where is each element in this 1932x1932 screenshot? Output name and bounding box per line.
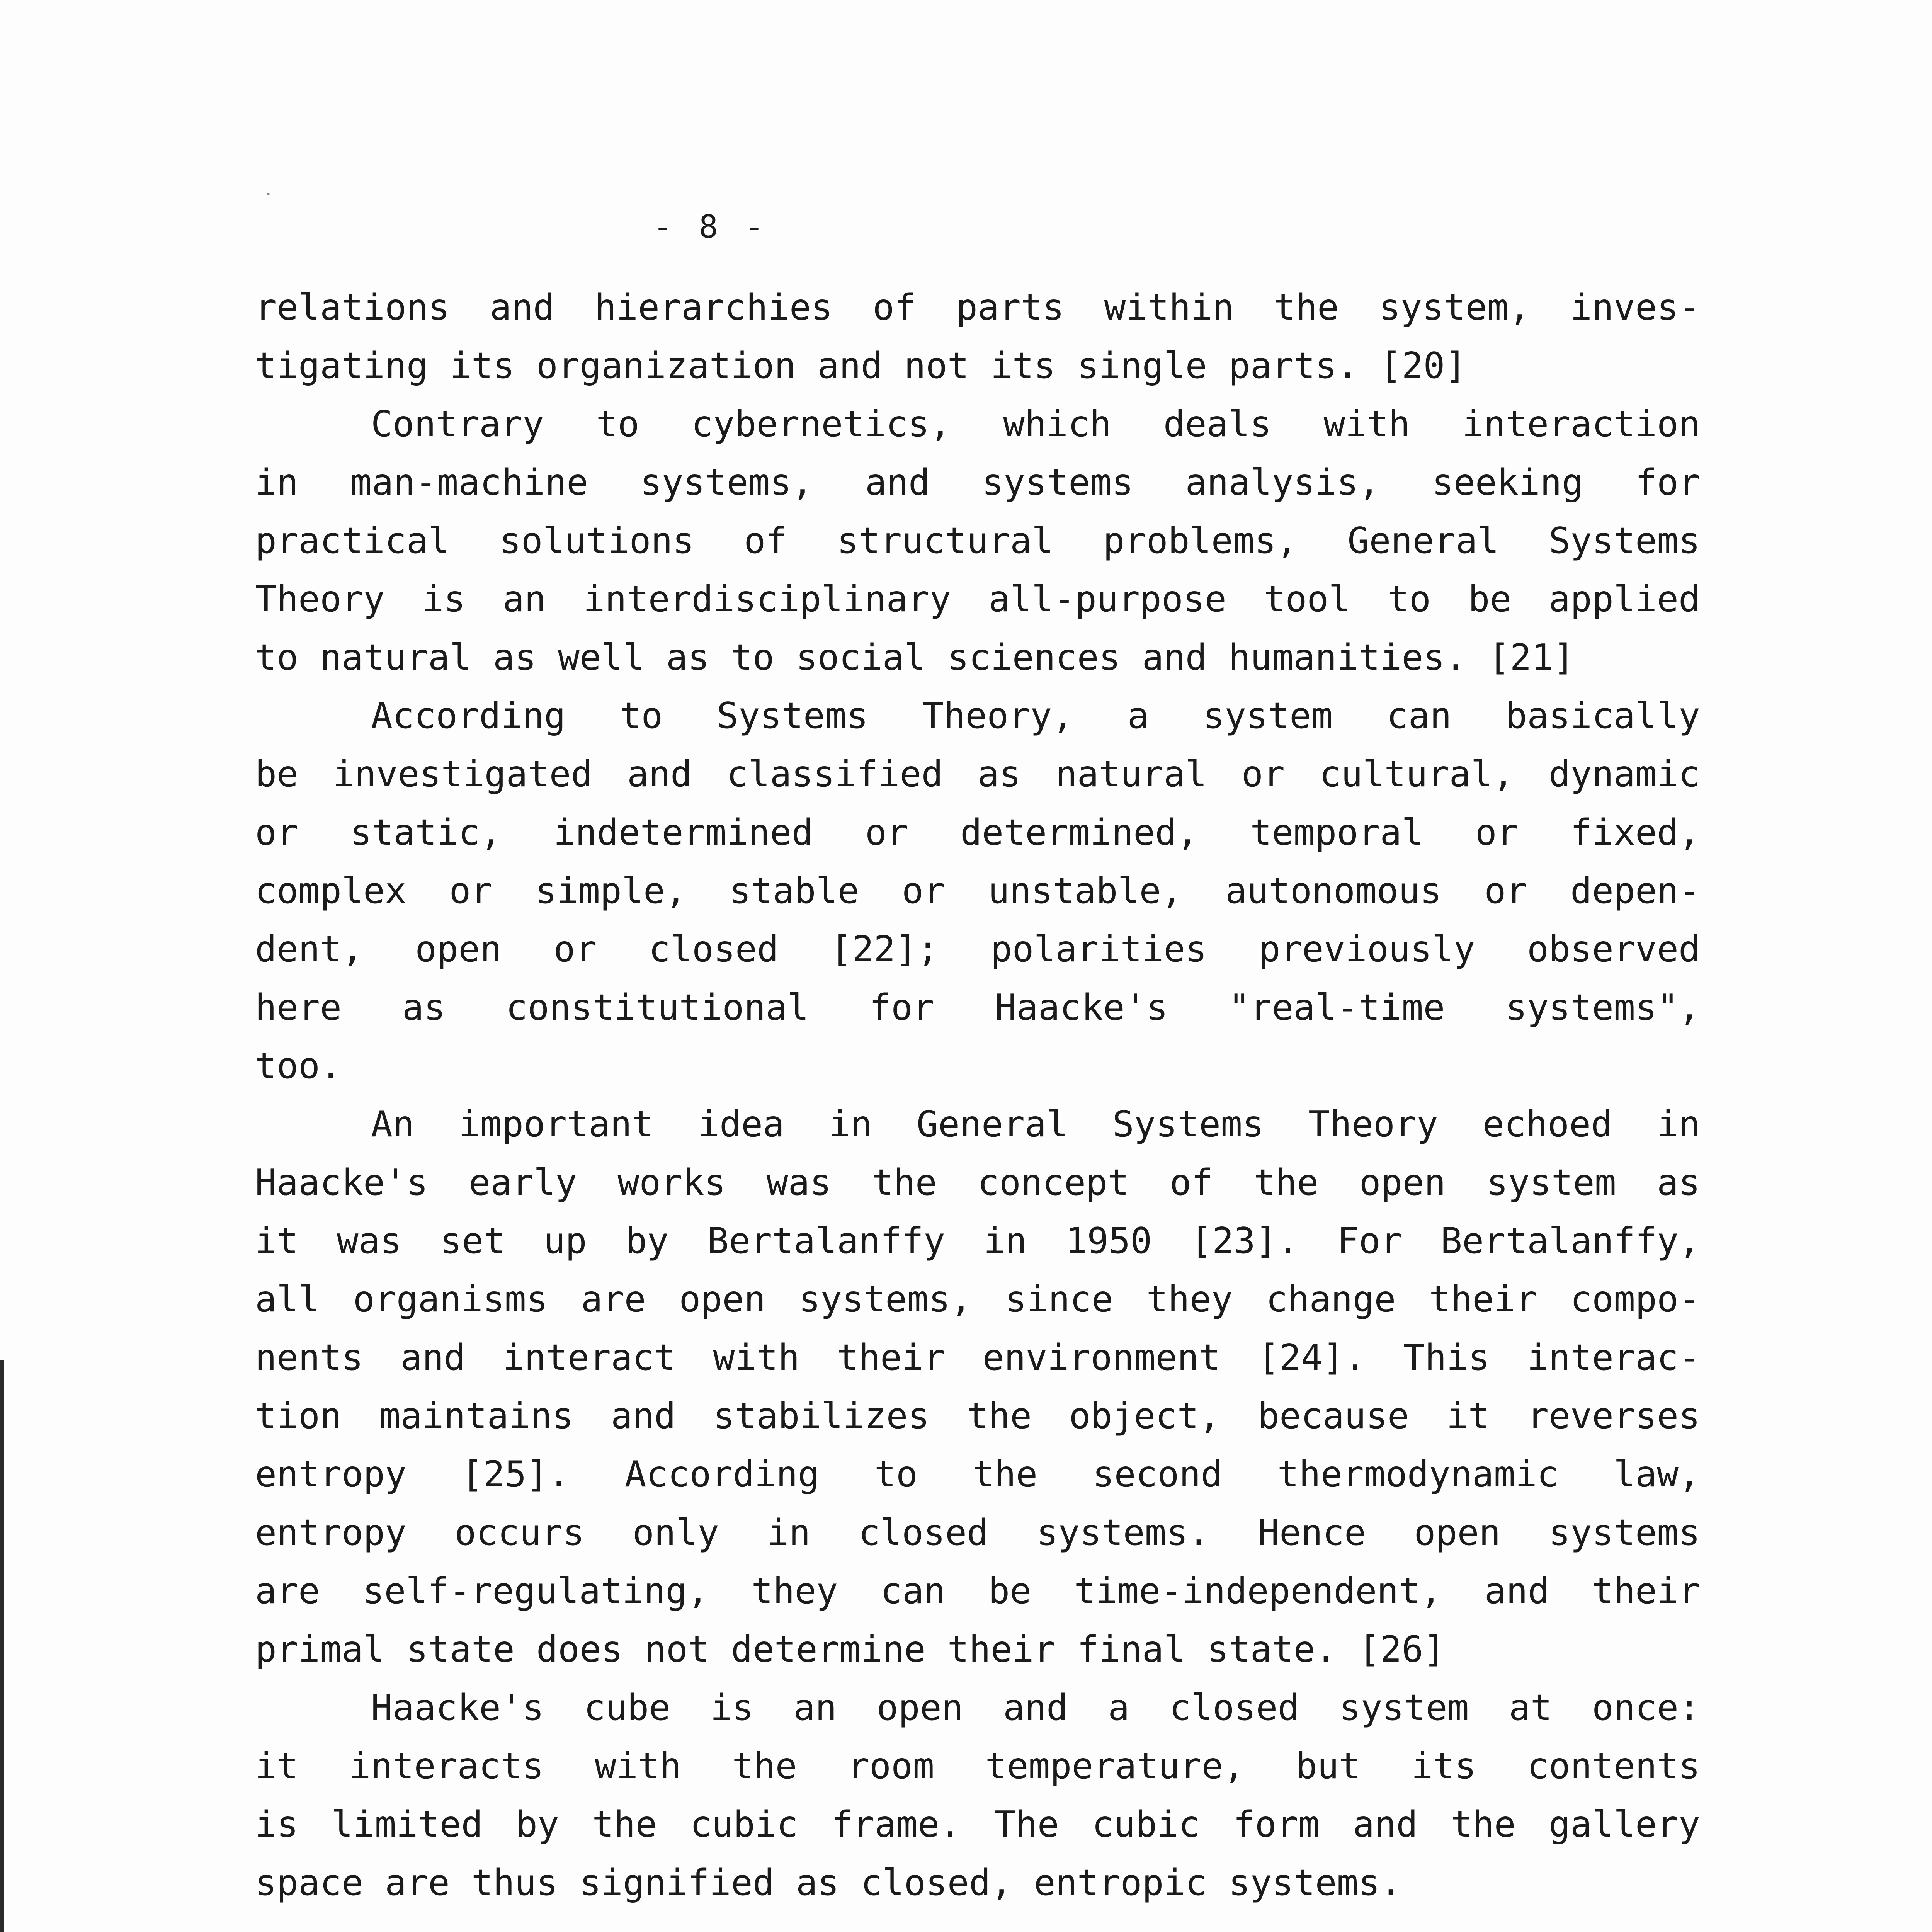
scan-speck <box>267 193 270 195</box>
text-line: Haacke's cube is an open and a closed system at once: <box>371 1687 1700 1728</box>
text-line: tion maintains and stabilizes the object, because it reverses <box>255 1395 1700 1437</box>
text-line: Theory is an interdisciplinary all-purpose tool to be applied <box>255 578 1700 620</box>
text-line: all organisms are open systems, since they change their compo- <box>255 1278 1700 1320</box>
text-line: dent, open or closed [22]; polarities previously observed <box>255 928 1700 970</box>
text-line: relations and hierarchies of parts within the system, inves- <box>255 286 1700 328</box>
text-line: space are thus signified as closed, entropic systems. <box>255 1862 1402 1903</box>
paragraph-5 <box>255 1679 1700 1912</box>
text-line: An important idea in General Systems Theory echoed in <box>371 1103 1700 1145</box>
paragraph-4 <box>255 1095 1700 1679</box>
text-line: be investigated and classified as natural or cultural, dynamic <box>255 753 1700 795</box>
text-line: Contrary to cybernetics, which deals with interaction <box>371 403 1700 445</box>
text-line: are self-regulating, they can be time-independent, and their <box>255 1570 1700 1612</box>
text-line: practical solutions of structural problems, General Systems <box>255 520 1700 561</box>
body-text <box>255 278 1700 1912</box>
page-number: - 8 - <box>653 209 768 245</box>
text-line: too. <box>255 1045 342 1087</box>
text-line: or static, indetermined or determined, temporal or fixed, <box>255 811 1700 853</box>
paragraph-1 <box>255 278 1700 395</box>
paragraph-2 <box>255 395 1700 687</box>
scan-edge-shadow <box>0 1360 4 1932</box>
text-line: in man-machine systems, and systems analysis, seeking for <box>255 461 1700 503</box>
text-line: tigating its organization and not its single parts. [20] <box>255 345 1467 386</box>
text-line: entropy occurs only in closed systems. Hence open systems <box>255 1512 1700 1553</box>
text-line: here as constitutional for Haacke's "real-time systems", <box>255 986 1700 1028</box>
text-line: it was set up by Bertalanffy in 1950 [23]. For Bertalanffy, <box>255 1220 1700 1262</box>
text-line: According to Systems Theory, a system can basically <box>371 695 1700 736</box>
text-line: entropy [25]. According to the second thermodynamic law, <box>255 1453 1700 1495</box>
text-line: complex or simple, stable or unstable, autonomous or depen- <box>255 870 1700 912</box>
text-line: primal state does not determine their final state. [26] <box>255 1628 1445 1670</box>
paragraph-3 <box>255 687 1700 1095</box>
text-line: to natural as well as to social sciences and humanities. [21] <box>255 636 1575 678</box>
text-line: Haacke's early works was the concept of the open system as <box>255 1162 1700 1203</box>
text-line: it interacts with the room temperature, but its contents <box>255 1745 1700 1787</box>
text-line: is limited by the cubic frame. The cubic form and the gallery <box>255 1803 1700 1845</box>
text-line: nents and interact with their environment [24]. This interac- <box>255 1337 1700 1378</box>
